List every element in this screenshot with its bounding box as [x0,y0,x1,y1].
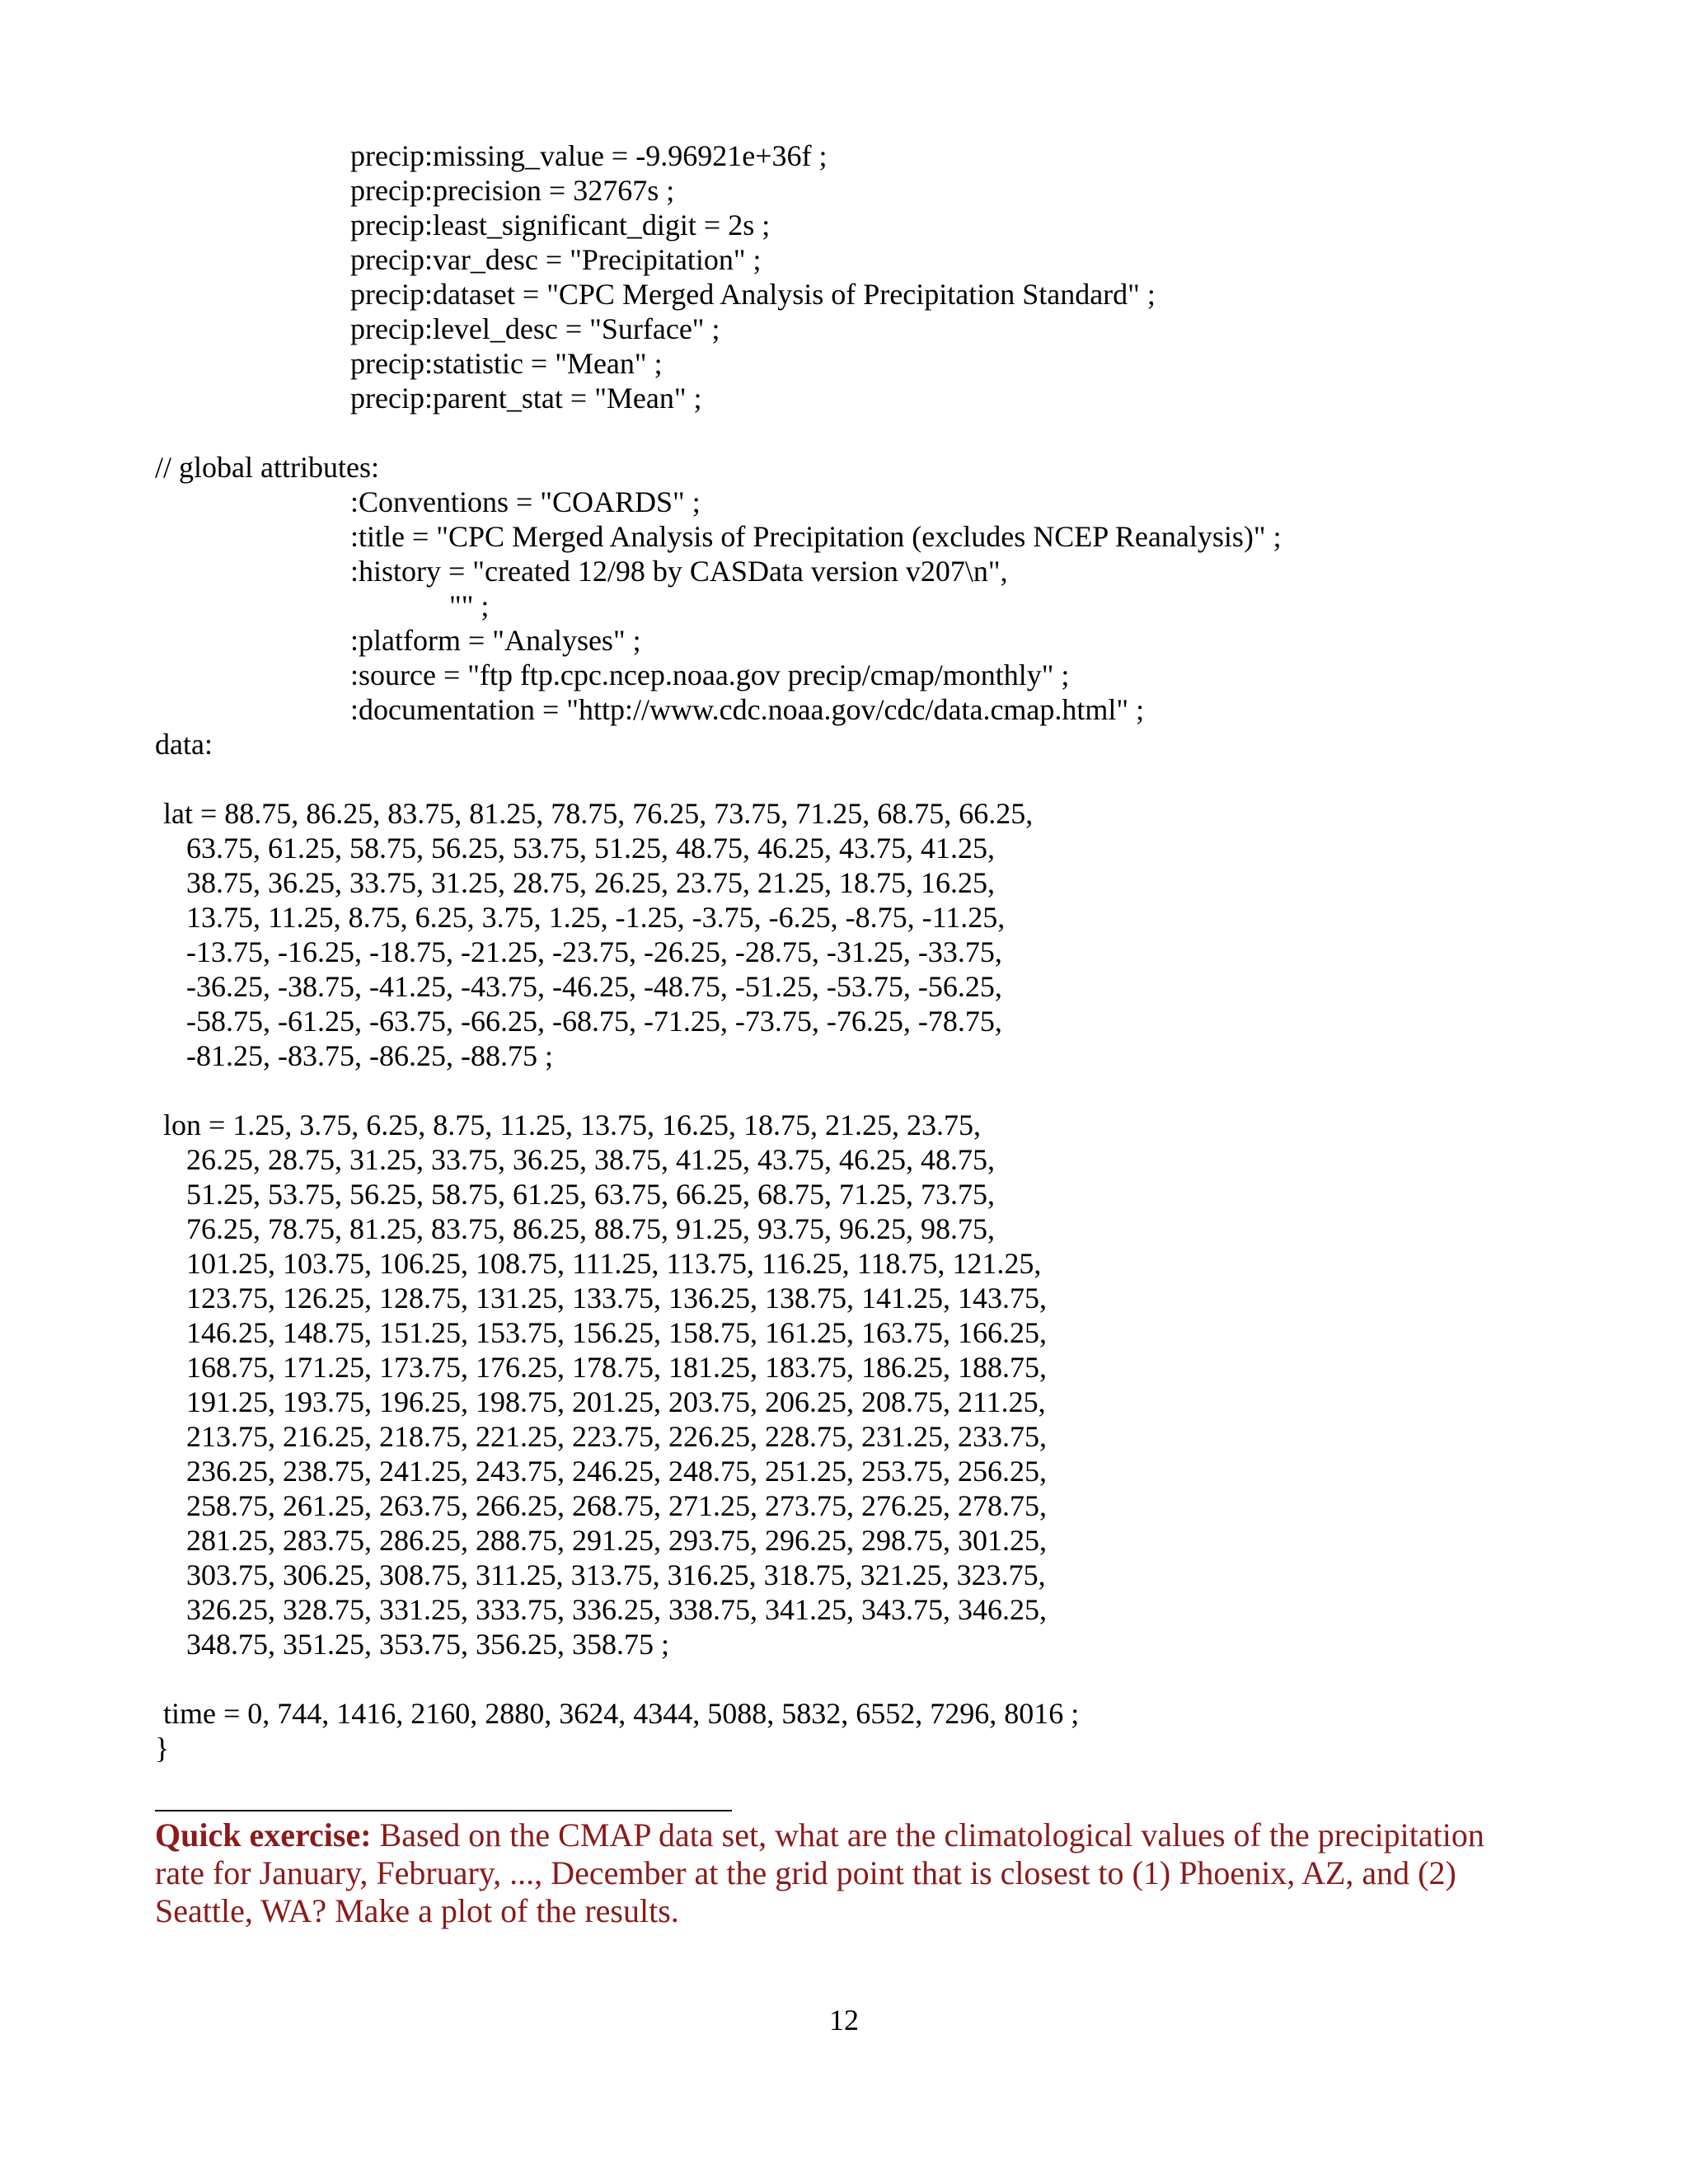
global-attr-conventions: :Conventions = "COARDS" ; [350,485,701,518]
lon-line: 258.75, 261.25, 263.75, 266.25, 268.75, 271.25, 273.75, 276.25, 278.75, [186,1489,1047,1522]
precip-attr-level-desc: precip:level_desc = "Surface" ; [350,312,720,345]
lon-line: 191.25, 193.75, 196.25, 198.75, 201.25, 203.75, 206.25, 208.75, 211.25, [186,1385,1046,1418]
global-attr-title: :title = "CPC Merged Analysis of Precipitation (excludes NCEP Reanalysis)" ; [350,520,1282,553]
precip-attr-statistic: precip:statistic = "Mean" ; [350,347,663,380]
precip-attr-least-significant-digit: precip:least_significant_digit = 2s ; [350,209,771,241]
precip-attr-parent-stat: precip:parent_stat = "Mean" ; [350,382,702,415]
lon-line: 123.75, 126.25, 128.75, 131.25, 133.75, 136.25, 138.75, 141.25, 143.75, [186,1282,1047,1315]
lon-line: lon = 1.25, 3.75, 6.25, 8.75, 11.25, 13.75, 16.25, 18.75, 21.25, 23.75, [163,1108,981,1141]
lat-line: 13.75, 11.25, 8.75, 6.25, 3.75, 1.25, -1.25, -3.75, -6.25, -8.75, -11.25, [186,901,1006,934]
lat-line: -36.25, -38.75, -41.25, -43.75, -46.25, -48.75, -51.25, -53.75, -56.25, [186,970,1002,1003]
lon-line: 26.25, 28.75, 31.25, 33.75, 36.25, 38.75, 41.25, 43.75, 46.25, 48.75, [186,1143,995,1176]
lon-line: 101.25, 103.75, 106.25, 108.75, 111.25, 113.75, 116.25, 118.75, 121.25, [186,1247,1042,1280]
lat-line: 63.75, 61.25, 58.75, 56.25, 53.75, 51.25, 48.75, 46.25, 43.75, 41.25, [186,832,995,865]
lon-line: 236.25, 238.75, 241.25, 243.75, 246.25, 248.75, 251.25, 253.75, 256.25, [186,1455,1047,1488]
lon-line: 303.75, 306.25, 308.75, 311.25, 313.75, 316.25, 318.75, 321.25, 323.75, [186,1558,1046,1591]
lon-line: 76.25, 78.75, 81.25, 83.75, 86.25, 88.75, 91.25, 93.75, 96.25, 98.75, [186,1212,995,1245]
global-attr-documentation: :documentation = "http://www.cdc.noaa.gov/cdc/data.cmap.html" ; [350,693,1145,726]
global-attr-source: :source = "ftp ftp.cpc.ncep.noaa.gov precip/cmap/monthly" ; [350,658,1070,691]
lon-line: 146.25, 148.75, 151.25, 153.75, 156.25, 158.75, 161.25, 163.75, 166.25, [186,1316,1047,1349]
global-attr-history: :history = "created 12/98 by CASData version v207\n", [350,555,1008,588]
lon-line: 168.75, 171.25, 173.75, 176.25, 178.75, 181.25, 183.75, 186.25, 188.75, [186,1351,1047,1384]
quick-exercise-text: Based on the CMAP data set, what are the climatological values of the precipitation rate for January, February, ..., December at the grid point that is closest to (1) Phoenix, AZ, and (2) Seattle, WA? Make a plot of the results. [155,1816,1484,1929]
lon-line: 281.25, 283.75, 286.25, 288.75, 291.25, 293.75, 296.25, 298.75, 301.25, [186,1524,1047,1557]
precip-attr-var-desc: precip:var_desc = "Precipitation" ; [350,243,762,276]
lon-line: 213.75, 216.25, 218.75, 221.25, 223.75, 226.25, 228.75, 231.25, 233.75, [186,1420,1047,1453]
lat-line: lat = 88.75, 86.25, 83.75, 81.25, 78.75, 76.25, 73.75, 71.25, 68.75, 66.25, [163,797,1034,830]
lon-line: 326.25, 328.75, 331.25, 333.75, 336.25, 338.75, 341.25, 343.75, 346.25, [186,1593,1047,1626]
page-number: 12 [829,2004,859,2036]
global-attr-history-continuation: "" ; [449,589,490,622]
precip-attr-dataset: precip:dataset = "CPC Merged Analysis of Precipitation Standard" ; [350,278,1156,311]
lon-line: 51.25, 53.75, 56.25, 58.75, 61.25, 63.75, 66.25, 68.75, 71.25, 73.75, [186,1178,995,1211]
closing-brace: } [155,1732,170,1765]
quick-exercise [155,1816,1507,1930]
global-attr-platform: :platform = "Analyses" ; [350,624,641,657]
footnote-divider [155,1810,732,1811]
lat-line: -81.25, -83.75, -86.25, -88.75 ; [186,1039,553,1072]
time-line: time = 0, 744, 1416, 2160, 2880, 3624, 4344, 5088, 5832, 6552, 7296, 8016 ; [163,1697,1080,1730]
precip-attr-missing-value: precip:missing_value = -9.96921e+36f ; [350,139,828,172]
lat-line: -13.75, -16.25, -18.75, -21.25, -23.75, -26.25, -28.75, -31.25, -33.75, [186,935,1002,968]
global-attributes-header: // global attributes: [155,451,379,484]
lat-line: 38.75, 36.25, 33.75, 31.25, 28.75, 26.25, 23.75, 21.25, 18.75, 16.25, [186,866,995,899]
precip-attr-precision: precip:precision = 32767s ; [350,174,675,207]
quick-exercise-label: Quick exercise: [155,1816,372,1854]
data-section-header: data: [155,728,213,761]
lon-line: 348.75, 351.25, 353.75, 356.25, 358.75 ; [186,1628,670,1661]
lat-line: -58.75, -61.25, -63.75, -66.25, -68.75, -71.25, -73.75, -76.25, -78.75, [186,1005,1002,1038]
